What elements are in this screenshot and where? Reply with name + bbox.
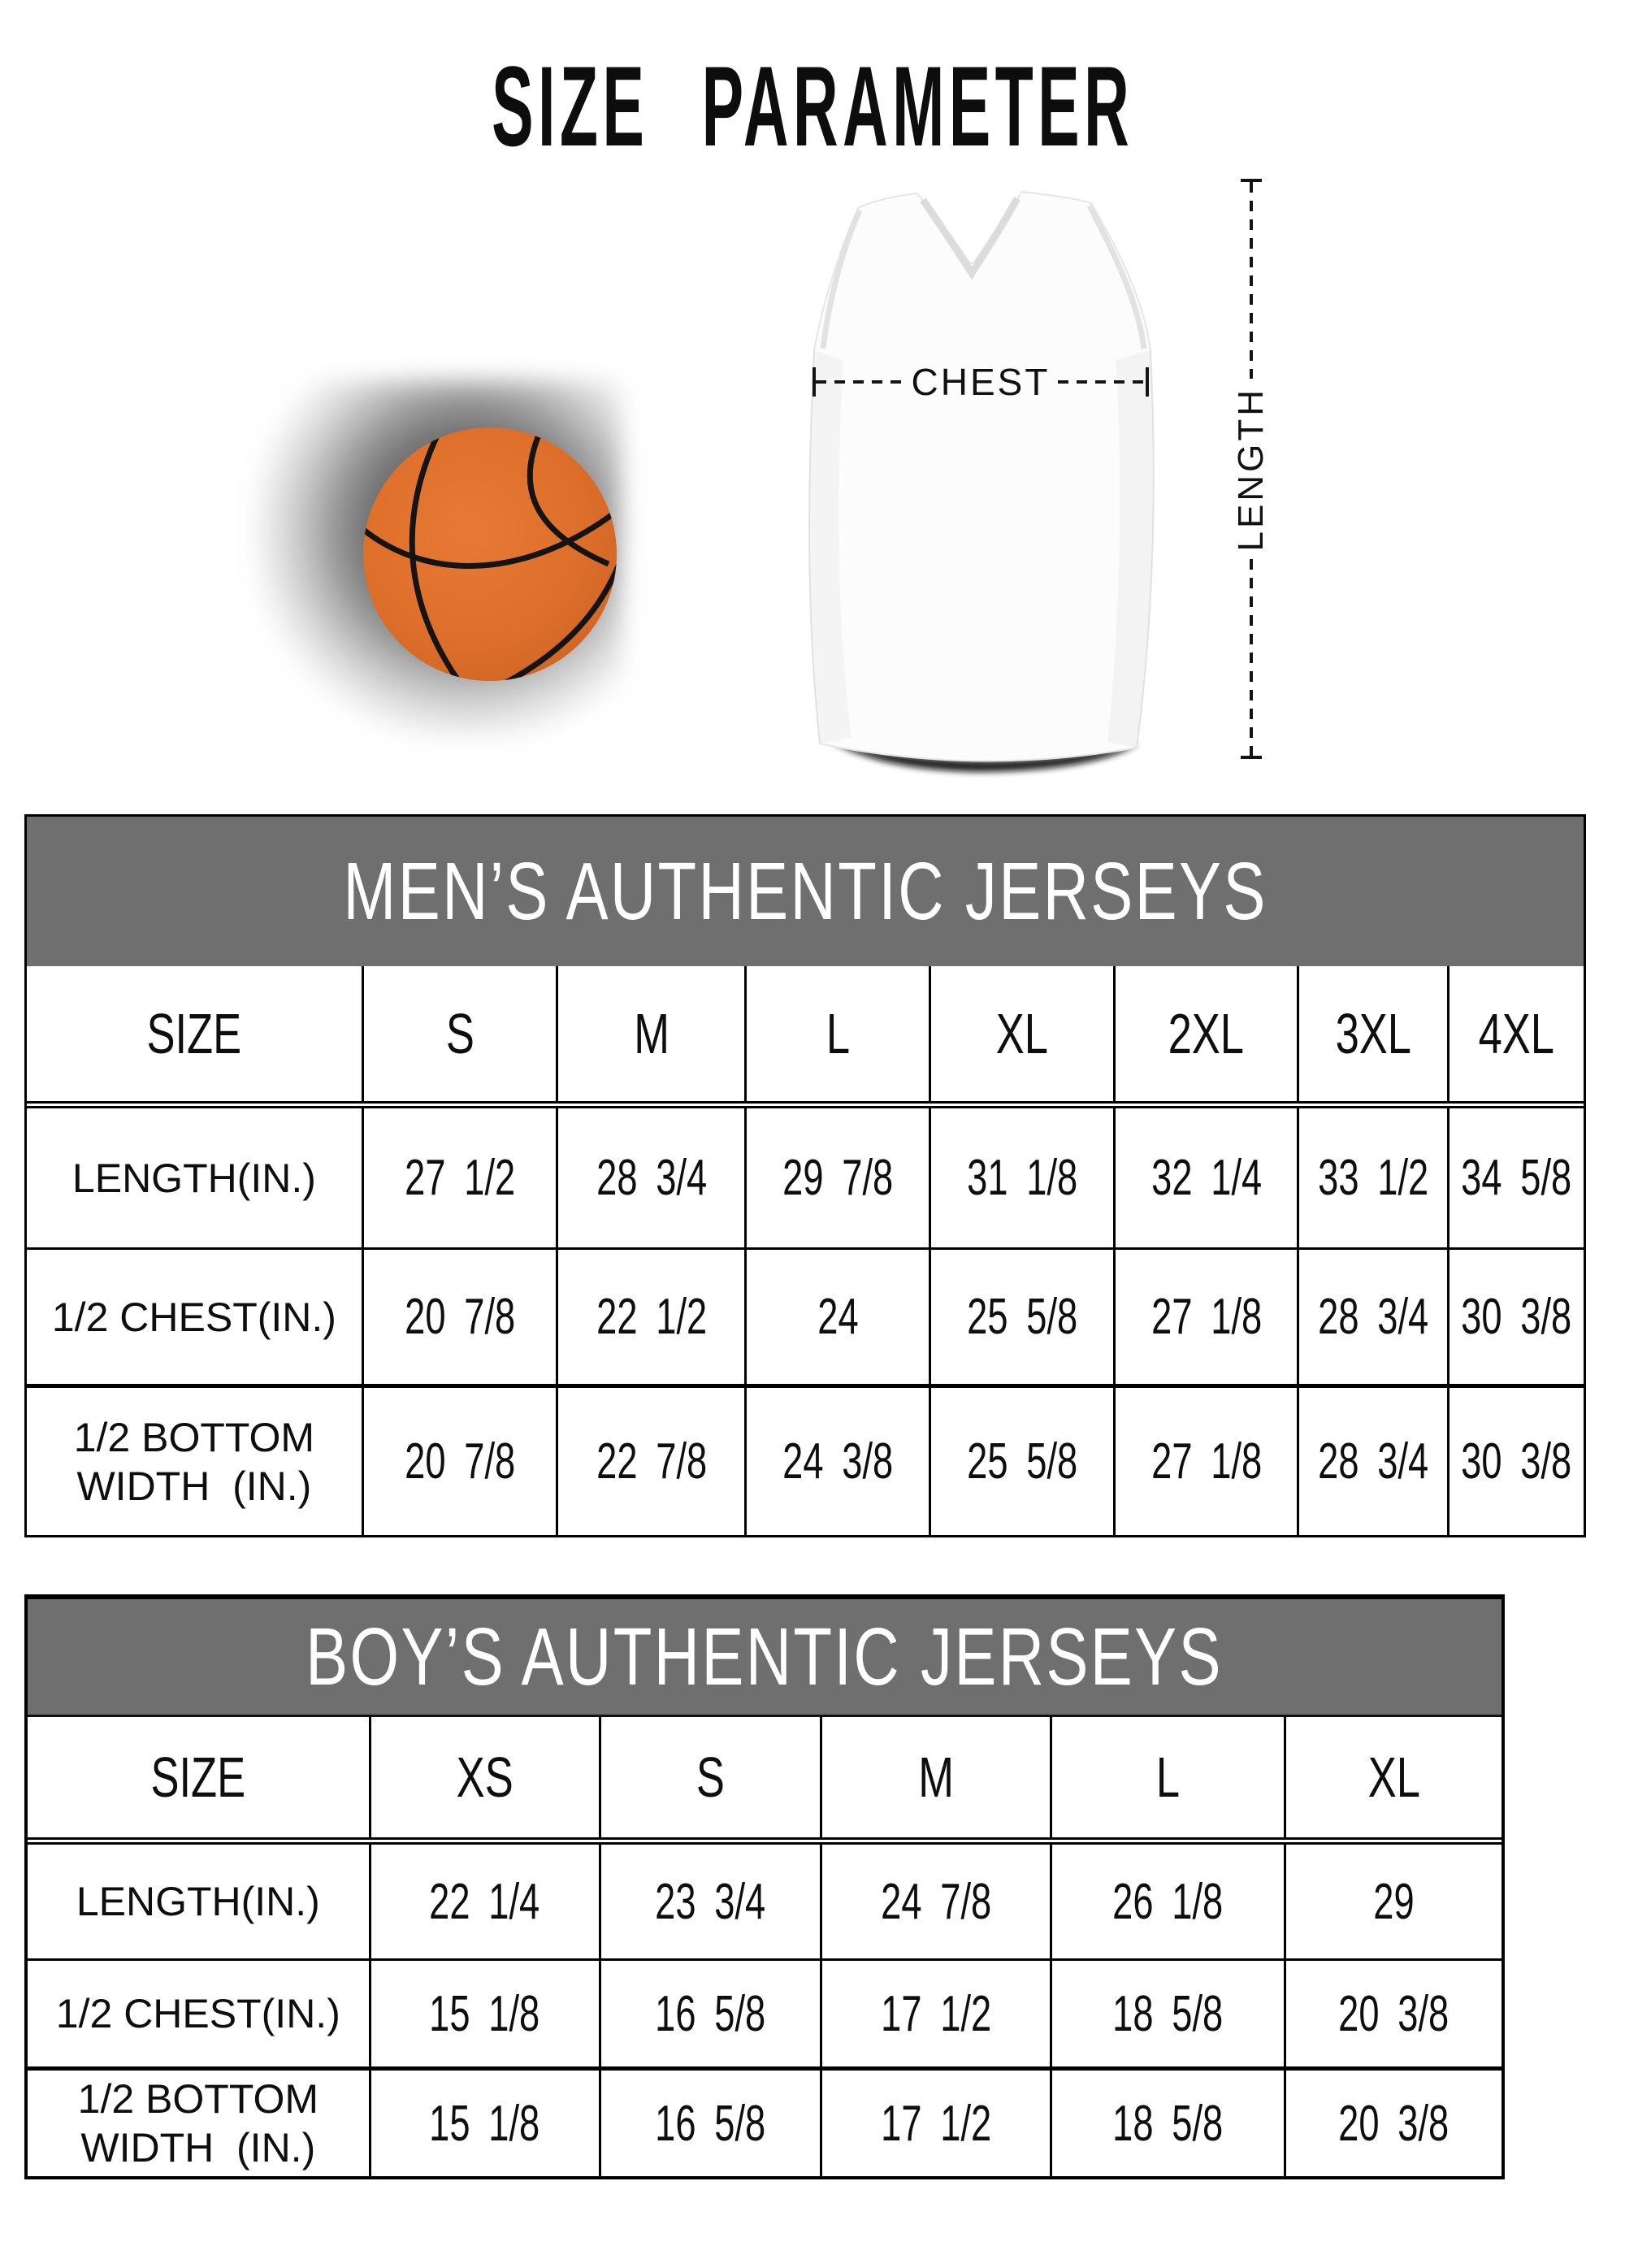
size-header-cell (558, 966, 747, 1101)
value-cell (371, 1845, 601, 1958)
cell-text: 20 7/8 (405, 1289, 516, 1345)
value-cell (1299, 1388, 1450, 1535)
cell-text: XL (1367, 1745, 1420, 1809)
value-cell (1299, 1250, 1450, 1384)
value-cell (1286, 1845, 1502, 1958)
cell-text: SIZE (150, 1745, 246, 1809)
mens-table-header-band (27, 817, 1584, 966)
value-cell (1116, 1250, 1299, 1384)
value-cell (364, 1108, 559, 1247)
value-cell (364, 1388, 559, 1535)
cell-text: 3XL (1335, 1002, 1411, 1065)
value-cell (1299, 1108, 1450, 1247)
cell-text: 2XL (1168, 1002, 1245, 1065)
chest-tick-right (1146, 367, 1149, 397)
chest-dash-right (1058, 380, 1146, 384)
size-corner-cell (28, 1717, 371, 1837)
value-cell (558, 1388, 747, 1535)
size-corner-cell (27, 966, 364, 1101)
cell-text: 15 1/8 (429, 2095, 540, 2152)
value-cell (747, 1108, 931, 1247)
row-label-cell (28, 1845, 371, 1958)
cell-text: 15 1/8 (429, 1985, 540, 2042)
cell-text: 28 3/4 (1318, 1289, 1429, 1345)
size-header-cell (1450, 966, 1584, 1101)
value-cell (822, 2071, 1052, 2176)
cell-text: 28 3/4 (1318, 1433, 1429, 1490)
row-label-text: 1/2 CHEST(IN.) (51, 1294, 336, 1340)
cell-text: 32 1/4 (1150, 1150, 1262, 1206)
size-header-cell (371, 1717, 601, 1837)
cell-text: L (1155, 1745, 1180, 1809)
length-tick-bottom (1241, 756, 1262, 759)
value-cell (1450, 1250, 1584, 1384)
cell-text: XS (456, 1745, 514, 1809)
value-cell (1286, 1961, 1502, 2066)
cell-text: S (696, 1745, 725, 1809)
row-label-cell (27, 1250, 364, 1384)
value-cell (931, 1250, 1116, 1384)
size-header-cell (931, 966, 1116, 1101)
cell-text: L (826, 1002, 850, 1065)
cell-text: M (917, 1745, 954, 1809)
value-cell (1052, 1961, 1286, 2066)
mens-table-title: MEN’S AUTHENTIC JERSEYS (343, 845, 1268, 937)
cell-text: 22 7/8 (596, 1433, 707, 1490)
length-measure-annotation (1232, 179, 1271, 759)
value-cell (1116, 1108, 1299, 1247)
measurement-row (27, 1384, 1584, 1535)
value-cell (601, 1961, 822, 2066)
cell-text: 33 1/2 (1318, 1150, 1429, 1206)
value-cell (747, 1250, 931, 1384)
value-cell (931, 1108, 1116, 1247)
size-header-cell (1286, 1717, 1502, 1837)
jersey-body (809, 192, 1154, 761)
cell-text: 4XL (1478, 1002, 1555, 1065)
size-header-cell (364, 966, 559, 1101)
cell-text: S (445, 1002, 474, 1065)
size-header-cell (1116, 966, 1299, 1101)
mens-table-body (27, 966, 1584, 1535)
boys-table-body (28, 1717, 1502, 2176)
value-cell (1052, 1845, 1286, 1958)
row-label-text: 1/2 CHEST(IN.) (55, 1991, 340, 2036)
cell-text: 28 3/4 (596, 1150, 707, 1206)
value-cell (822, 1845, 1052, 1958)
value-cell (558, 1250, 747, 1384)
chest-label: CHEST (911, 361, 1051, 403)
row-label-text: 1/2 BOTTOM WIDTH (IN.) (73, 1414, 315, 1509)
measurement-row (27, 1247, 1584, 1384)
row-label-text: LENGTH(IN.) (72, 1155, 316, 1201)
cell-text: 24 3/8 (782, 1433, 894, 1490)
chest-dash-left (816, 380, 904, 384)
measurement-row (28, 1837, 1502, 1958)
cell-text: XL (996, 1002, 1049, 1065)
mens-size-table (24, 814, 1586, 1537)
length-dash-top (1250, 182, 1253, 379)
cell-text: 25 5/8 (967, 1433, 1078, 1490)
cell-text: 20 7/8 (405, 1433, 516, 1490)
cell-text: 30 3/8 (1461, 1289, 1572, 1345)
cell-text: 27 1/8 (1150, 1433, 1262, 1490)
size-header-cell (1052, 1717, 1286, 1837)
measurement-row (28, 2066, 1502, 2176)
cell-text: 18 5/8 (1112, 1985, 1224, 2042)
cell-text: 22 1/2 (596, 1289, 707, 1345)
cell-text: 29 (1373, 1873, 1415, 1930)
value-cell (1116, 1388, 1299, 1535)
cell-text: 27 1/8 (1150, 1289, 1262, 1345)
value-cell (1286, 2071, 1502, 2176)
page-title: SIZE PARAMETER (491, 42, 1134, 170)
value-cell (1450, 1108, 1584, 1247)
jersey-image (786, 157, 1168, 791)
cell-text: 30 3/8 (1461, 1433, 1572, 1490)
length-dash-bottom (1250, 559, 1253, 756)
value-cell (1450, 1388, 1584, 1535)
cell-text: 34 5/8 (1461, 1150, 1572, 1206)
value-cell (822, 1961, 1052, 2066)
size-header-row (28, 1717, 1502, 1837)
value-cell (931, 1388, 1116, 1535)
cell-text: 24 7/8 (880, 1873, 991, 1930)
cell-text: 17 1/2 (880, 1985, 991, 2042)
row-label-cell (28, 2071, 371, 2176)
chest-measure-annotation (812, 362, 1149, 401)
value-cell (371, 2071, 601, 2176)
value-cell (601, 1845, 822, 1958)
cell-text: 22 1/4 (429, 1873, 540, 1930)
length-label: LENGTH (1231, 386, 1271, 552)
cell-text: 31 1/8 (967, 1150, 1078, 1206)
cell-text: 26 1/8 (1112, 1873, 1224, 1930)
cell-text: 20 3/8 (1338, 2095, 1450, 2152)
cell-text: SIZE (146, 1002, 242, 1065)
cell-text: 24 (817, 1289, 859, 1345)
value-cell (747, 1388, 931, 1535)
value-cell (601, 2071, 822, 2176)
size-header-cell (747, 966, 931, 1101)
size-header-cell (601, 1717, 822, 1837)
boys-size-table (24, 1594, 1505, 2179)
size-header-row (27, 966, 1584, 1101)
measurement-row (27, 1101, 1584, 1247)
cell-text: 25 5/8 (967, 1289, 1078, 1345)
basketball-icon (360, 424, 620, 684)
row-label-cell (27, 1108, 364, 1247)
cell-text: 29 7/8 (782, 1150, 894, 1206)
cell-text: 20 3/8 (1338, 1985, 1450, 2042)
cell-text: 23 3/4 (655, 1873, 766, 1930)
size-header-cell (822, 1717, 1052, 1837)
value-cell (1052, 2071, 1286, 2176)
measurement-row (28, 1958, 1502, 2066)
boys-table-title: BOY’S AUTHENTIC JERSEYS (306, 1611, 1224, 1702)
row-label-cell (27, 1388, 364, 1535)
boys-table-header-band (28, 1599, 1502, 1717)
size-header-cell (1299, 966, 1450, 1101)
row-label-text: 1/2 BOTTOM WIDTH (IN.) (77, 2076, 319, 2170)
cell-text: 16 5/8 (655, 1985, 766, 2042)
cell-text: 16 5/8 (655, 2095, 766, 2152)
cell-text: 27 1/2 (405, 1150, 516, 1206)
cell-text: 17 1/2 (880, 2095, 991, 2152)
row-label-cell (28, 1961, 371, 2066)
value-cell (558, 1108, 747, 1247)
value-cell (364, 1250, 559, 1384)
row-label-text: LENGTH(IN.) (76, 1879, 320, 1924)
cell-text: M (633, 1002, 670, 1065)
value-cell (371, 1961, 601, 2066)
cell-text: 18 5/8 (1112, 2095, 1224, 2152)
